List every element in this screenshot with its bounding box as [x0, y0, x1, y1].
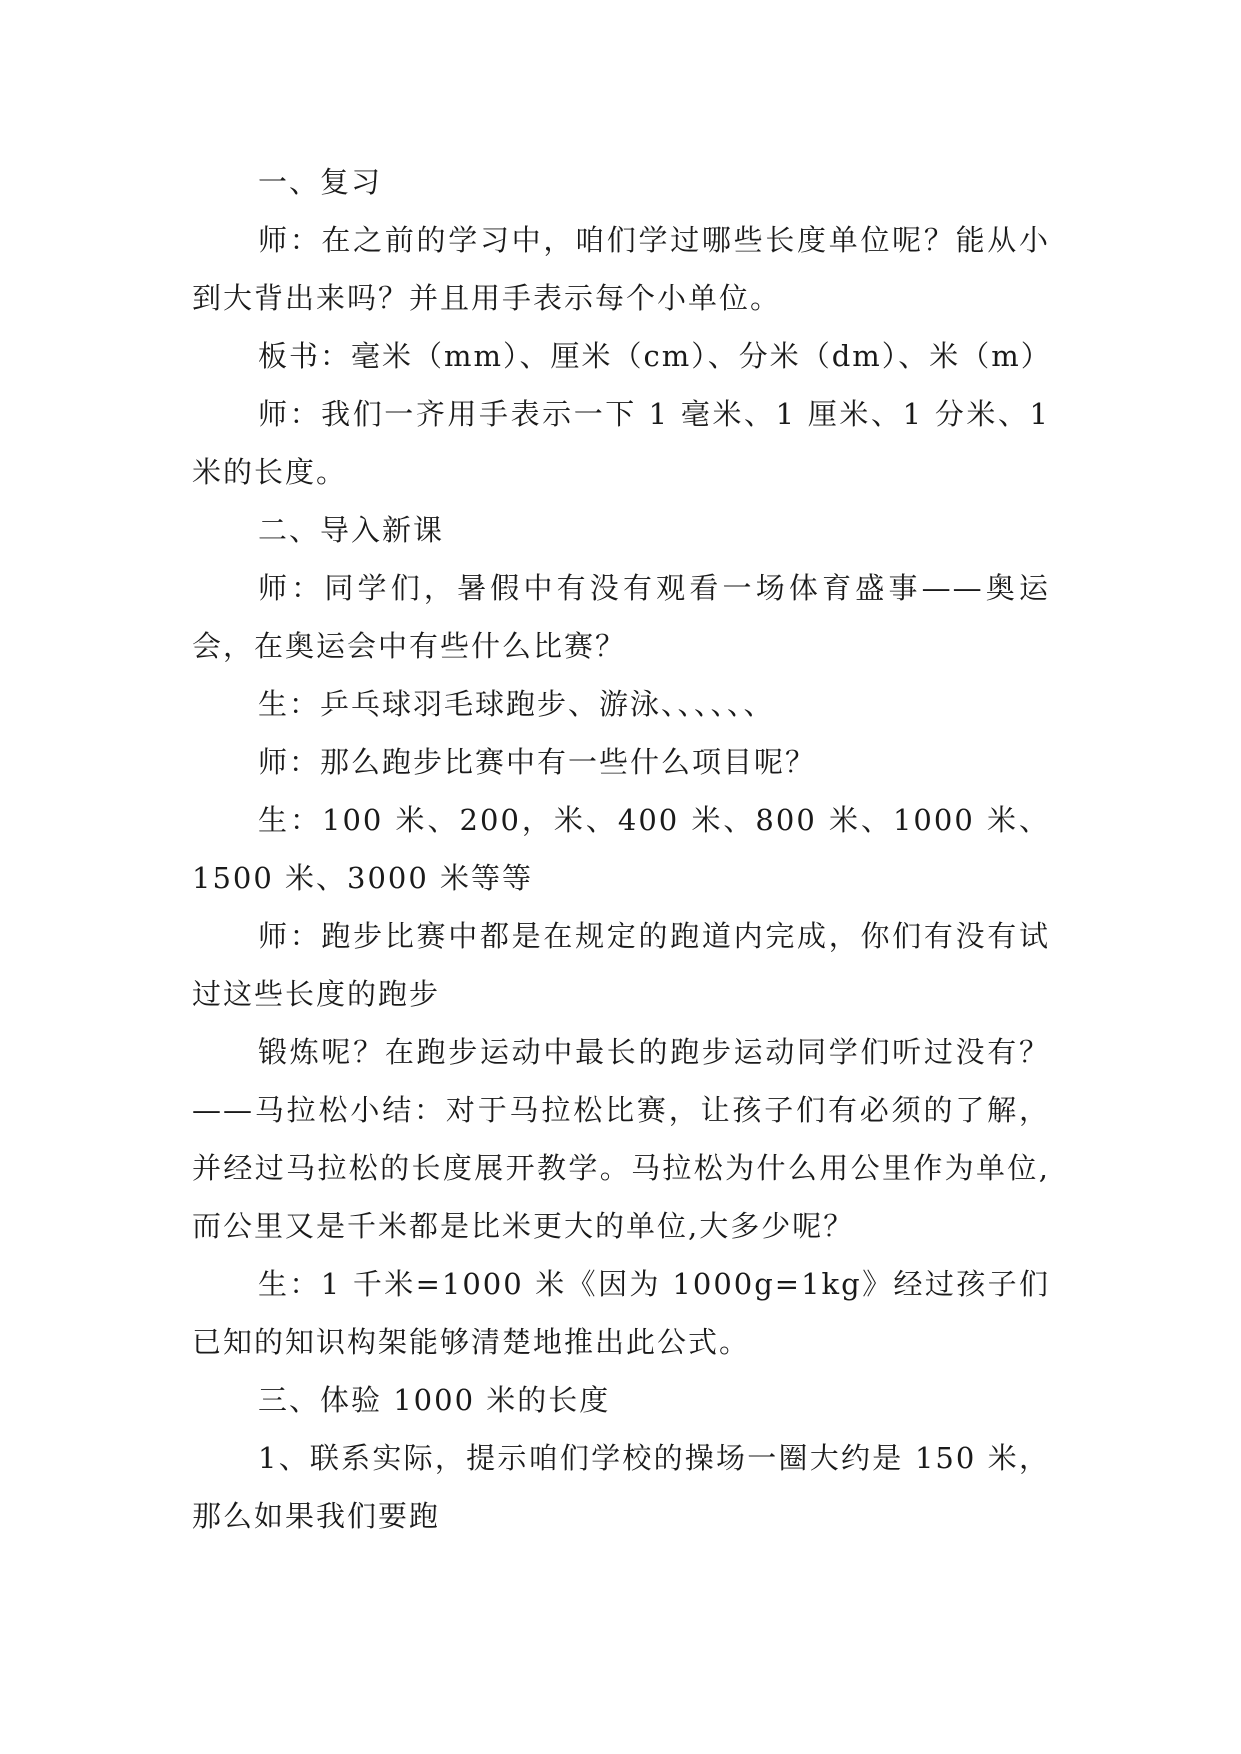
paragraph: 师：我们一齐用手表示一下 1 毫米、1 厘米、1 分米、1 米的长度。: [192, 397, 1050, 489]
paragraph: 生：1 千米=1000 米《因为 1000g=1kg》经过孩子们已知的知识构架能够清楚地推出此公式。: [192, 1267, 1050, 1359]
paragraph: 师：同学们，暑假中有没有观看一场体育盛事——奥运会，在奥运会中有些什么比赛？: [192, 571, 1050, 663]
heading-experience: 三、体验 1000 米的长度: [258, 1383, 611, 1417]
document-body: [192, 153, 1050, 1545]
paragraph: 锻炼呢？在跑步运动中最长的跑步运动同学们听过没有？——马拉松小结：对于马拉松比赛，让孩子们有必须的了解，并经过马拉松的长度展开教学。马拉松为什么用公里作为单位,而公里又是千米都是比米更大的单位,大多少呢？: [192, 1035, 1050, 1243]
paragraph: 生：乒乓球羽毛球跑步、游泳、、、、、、: [258, 687, 775, 721]
paragraph: 1、联系实际，提示咱们学校的操场一圈大约是 150 米，那么如果我们要跑: [192, 1441, 1050, 1533]
paragraph: 板书：毫米（mm）、厘米（cm）、分米（dm）、米（m）: [258, 339, 1052, 373]
paragraph: 生：100 米、200，米、400 米、800 米、1000 米、1500 米、3000 米等等: [192, 803, 1050, 895]
heading-review: 一、复习: [258, 165, 383, 199]
paragraph: 师：那么跑步比赛中有一些什么项目呢？: [258, 745, 817, 779]
paragraph: 师：跑步比赛中都是在规定的跑道内完成，你们有没有试过这些长度的跑步: [192, 919, 1050, 1011]
heading-new-lesson: 二、导入新课: [258, 513, 445, 547]
paragraph: 师：在之前的学习中，咱们学过哪些长度单位呢？能从小到大背出来吗？并且用手表示每个小单位。: [192, 223, 1050, 315]
